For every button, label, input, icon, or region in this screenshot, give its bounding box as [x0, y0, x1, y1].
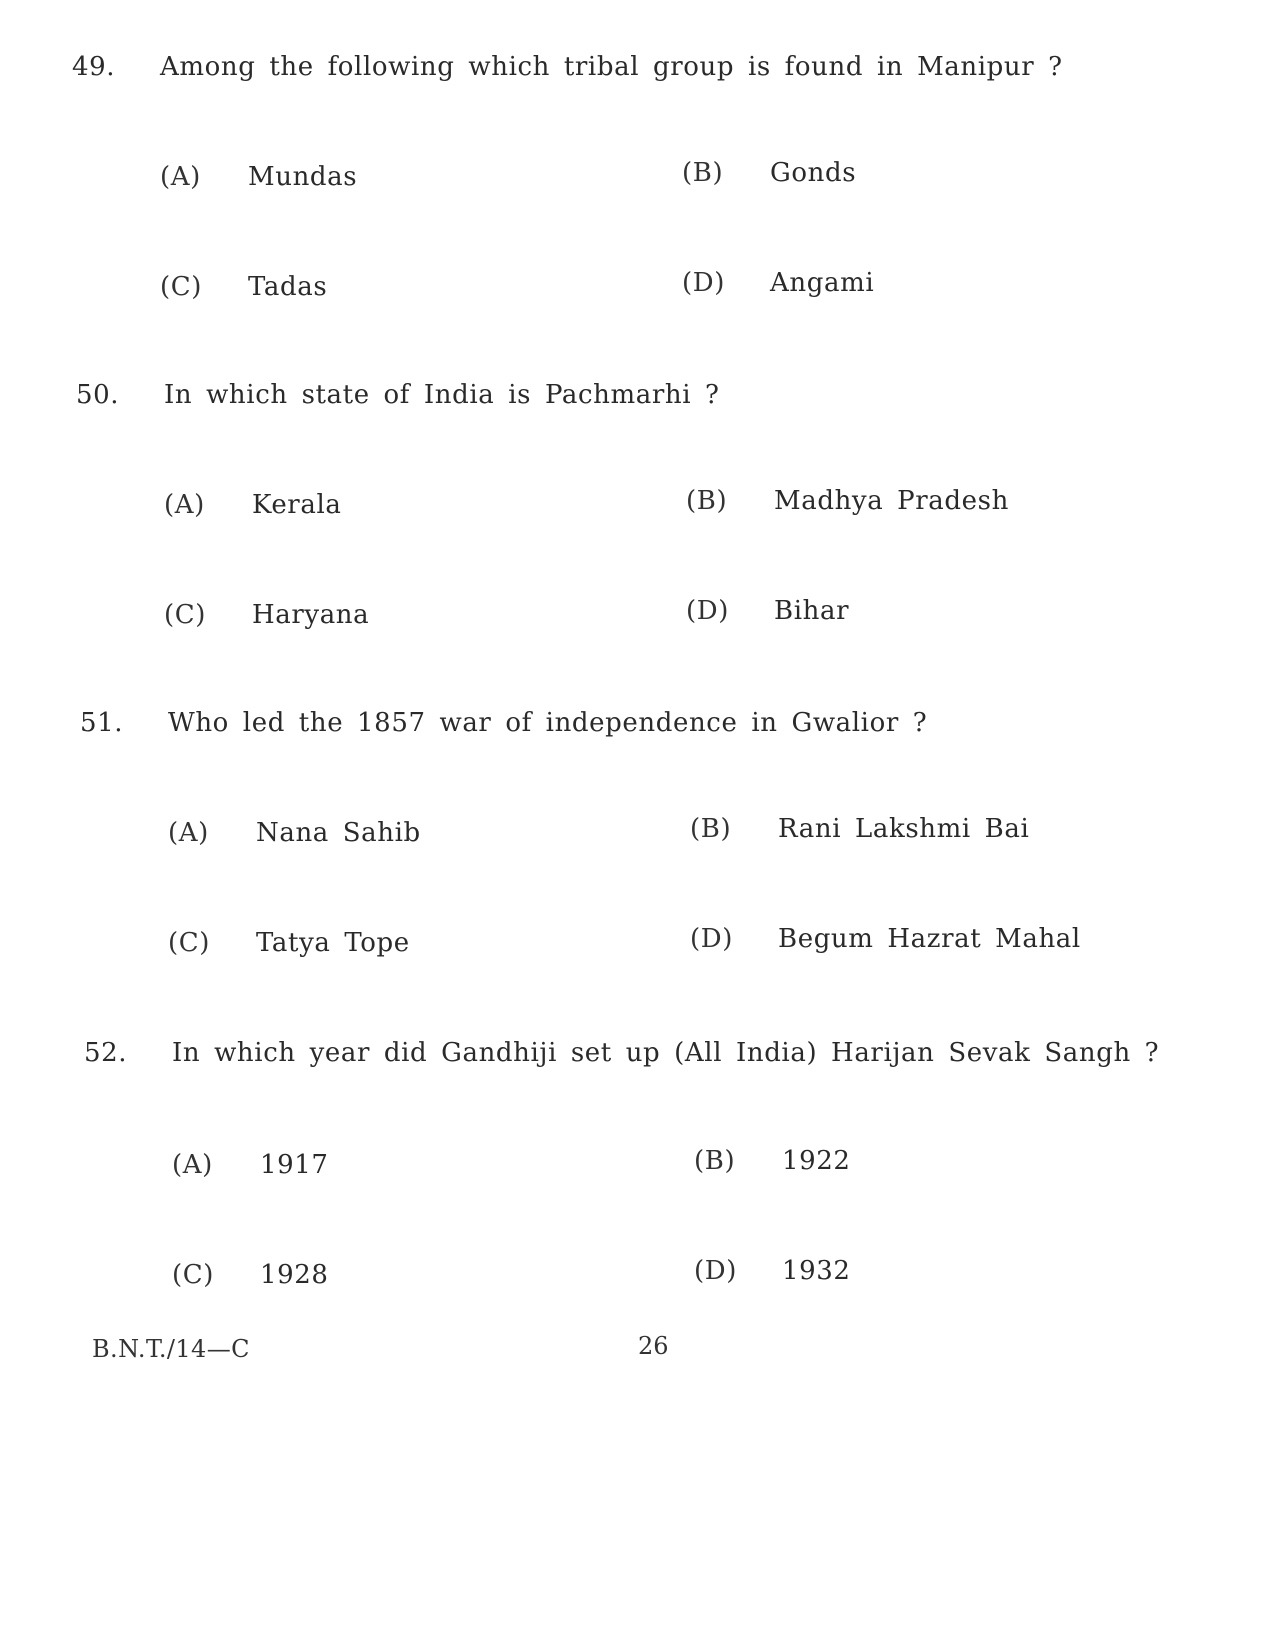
- option-letter: (B): [694, 1146, 736, 1176]
- page-number: 26: [638, 1332, 669, 1360]
- option-text: Nana Sahib: [256, 818, 421, 848]
- question-text: In which state of India is Pachmarhi ?: [164, 380, 720, 410]
- option-letter: (A): [160, 162, 201, 192]
- option-letter: (B): [682, 158, 724, 188]
- option-letter: (A): [168, 818, 209, 848]
- option-letter: (A): [164, 490, 205, 520]
- option-letter: (B): [686, 486, 728, 516]
- option-letter: (C): [164, 600, 206, 630]
- booklet-code: B.N.T./14—C: [92, 1335, 250, 1363]
- option-letter: (B): [690, 814, 732, 844]
- option-text: Tatya Tope: [256, 928, 410, 958]
- question-text: Among the following which tribal group is found in Manipur ?: [160, 52, 1063, 82]
- option-letter: (C): [168, 928, 210, 958]
- option-text: Kerala: [252, 490, 342, 520]
- option-text: 1922: [782, 1146, 851, 1176]
- question-number: 49.: [72, 52, 116, 82]
- option-text: 1928: [260, 1260, 329, 1290]
- option-text: Gonds: [770, 158, 857, 188]
- option-text: Rani Lakshmi Bai: [778, 814, 1030, 844]
- option-text: Madhya Pradesh: [774, 486, 1009, 516]
- option-letter: (D): [694, 1256, 737, 1286]
- option-letter: (C): [160, 272, 202, 302]
- option-letter: (C): [172, 1260, 214, 1290]
- question-text: In which year did Gandhiji set up (All India) Harijan Sevak Sangh ?: [172, 1038, 1160, 1068]
- option-text: Mundas: [248, 162, 358, 192]
- question-number: 50.: [76, 380, 120, 410]
- option-text: Bihar: [774, 596, 850, 626]
- option-text: Haryana: [252, 600, 370, 630]
- option-text: Tadas: [248, 272, 328, 302]
- option-letter: (D): [682, 268, 725, 298]
- question-number: 51.: [80, 708, 124, 738]
- option-text: Begum Hazrat Mahal: [778, 924, 1081, 954]
- option-letter: (A): [172, 1150, 213, 1180]
- option-letter: (D): [686, 596, 729, 626]
- question-text: Who led the 1857 war of independence in Gwalior ?: [168, 708, 928, 738]
- option-letter: (D): [690, 924, 733, 954]
- option-text: 1932: [782, 1256, 851, 1286]
- question-number: 52.: [84, 1038, 128, 1068]
- option-text: Angami: [770, 268, 875, 298]
- option-text: 1917: [260, 1150, 329, 1180]
